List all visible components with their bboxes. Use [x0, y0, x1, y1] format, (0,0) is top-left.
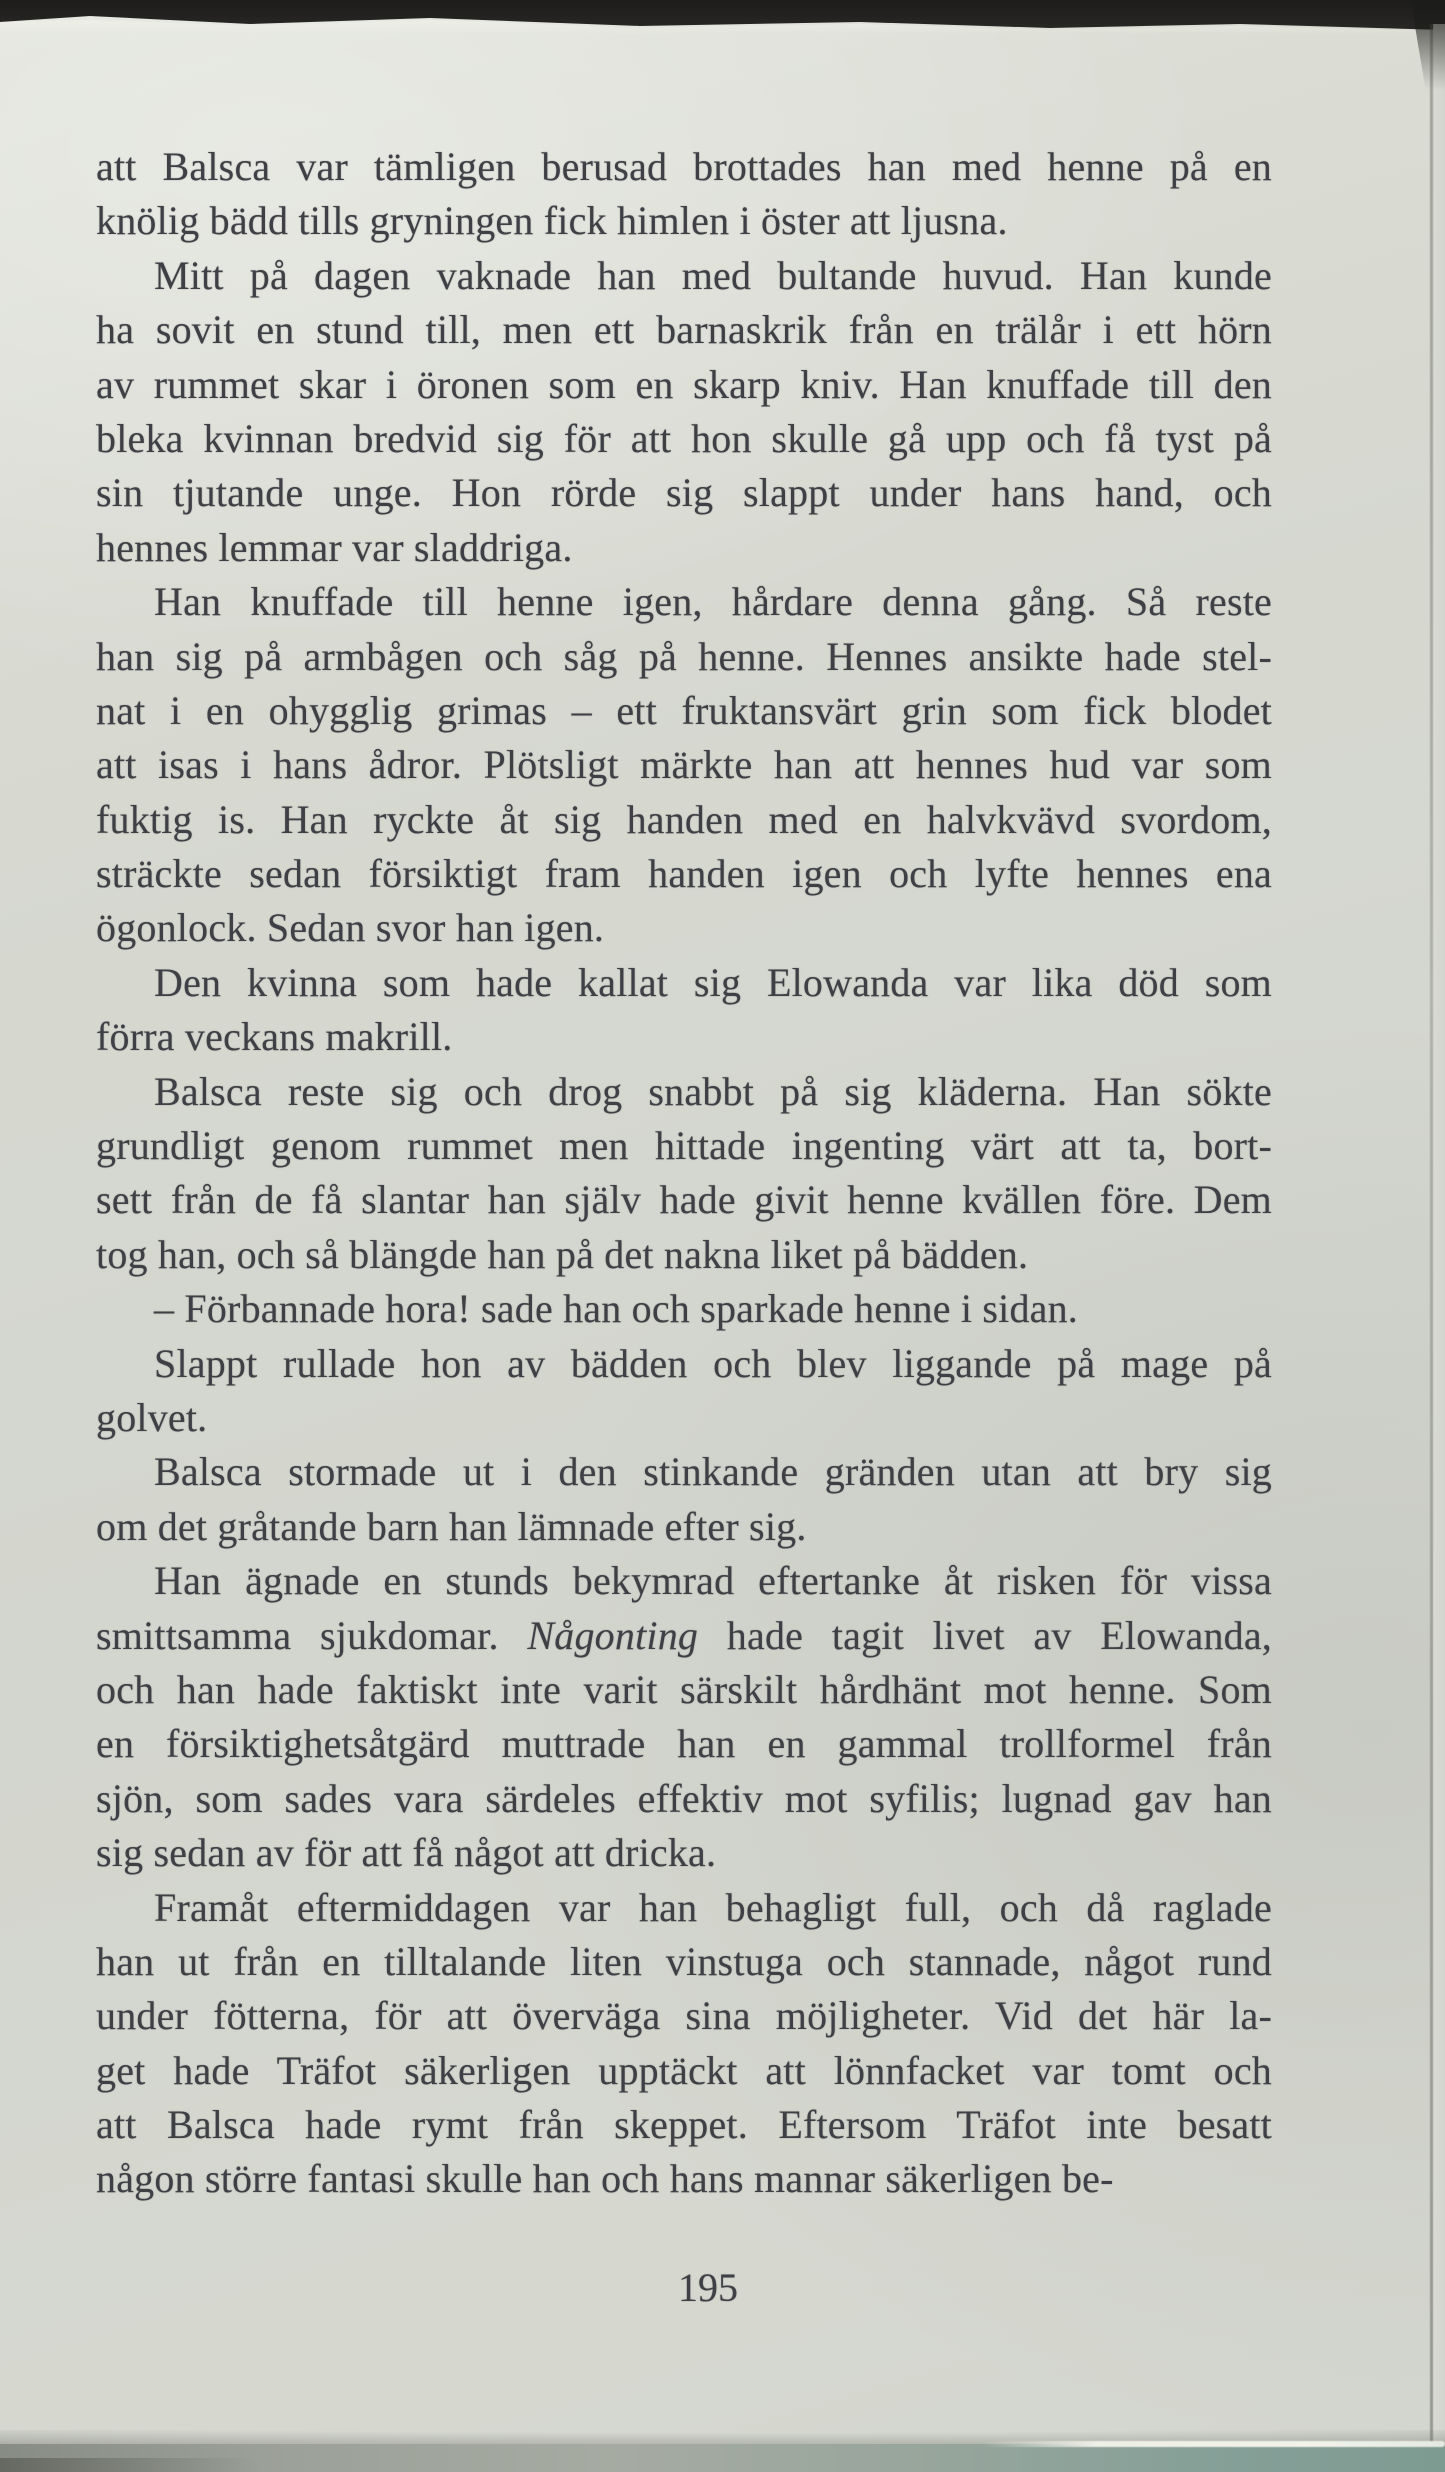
text-line: [96, 1391, 1272, 1445]
text-line: [96, 1772, 1272, 1826]
text-segment: någon större fantasi skulle han och hans mannar säkerligen be-: [96, 2156, 1114, 2202]
text-line: [96, 1228, 1272, 1282]
text-line: [96, 1500, 1272, 1554]
page-right-edge-sliver: [1433, 24, 1445, 2442]
text-line: [96, 630, 1272, 684]
text-line: [96, 1935, 1272, 1989]
text-line: [96, 1881, 1272, 1935]
text-line: [96, 1663, 1272, 1717]
text-line: [96, 2044, 1272, 2098]
text-segment: ha sovit en stund till, men ett barnaskrik från en trälår i ett hörn: [96, 307, 1272, 353]
text-line: [96, 412, 1272, 466]
page-right-edge-crease: [1430, 24, 1433, 2442]
text-segment: grundligt genom rummet men hittade ingenting värt att ta, bort-: [96, 1123, 1272, 1169]
text-line: [96, 1554, 1272, 1608]
text-line: [96, 466, 1272, 520]
text-line: [96, 1282, 1272, 1336]
text-segment: under fötterna, för att överväga sina möjligheter. Vid det här la-: [96, 1993, 1272, 2039]
text-line: [96, 1065, 1272, 1119]
text-line: [96, 194, 1272, 248]
text-segment: Balsca stormade ut i den stinkande gränden utan att bry sig: [154, 1449, 1272, 1495]
text-segment: Mitt på dagen vaknade han med bultande huvud. Han kunde: [154, 252, 1272, 298]
text-segment: get hade Träfot säkerligen upptäckt att lönnfacket var tomt och: [96, 2047, 1272, 2093]
text-segment: av rummet skar i öronen som en skarp kniv. Han knuffade till den: [96, 361, 1272, 407]
text-segment: sin tjutande unge. Hon rörde sig slappt under hans hand, och: [96, 470, 1272, 516]
text-segment: en försiktighetsåtgärd muttrade han en gammal trollformel från: [96, 1721, 1272, 1767]
text-line: [96, 1717, 1272, 1771]
text-segment: tog han, och så blängde han på det nakna liket på bädden.: [96, 1231, 1029, 1277]
bottom-left-shadow: [0, 2458, 260, 2472]
text-segment: att isas i hans ådror. Plötsligt märkte han att hennes hud var som: [96, 742, 1272, 788]
text-line: [96, 2098, 1272, 2152]
text-segment: hade tagit livet av Elowanda,: [698, 1612, 1272, 1658]
text-segment: om det gråtande barn han lämnade efter sig.: [96, 1503, 807, 1549]
text-line: [96, 2152, 1272, 2206]
text-line: [96, 140, 1272, 194]
text-segment: han sig på armbågen och såg på henne. Hennes ansikte hade stel-: [96, 633, 1272, 679]
text-segment: – Förbannade hora! sade han och sparkade henne i sidan.: [154, 1286, 1079, 1332]
italic-text: Någonting: [527, 1612, 699, 1658]
text-segment: hennes lemmar var sladdriga.: [96, 524, 573, 570]
text-line: [96, 847, 1272, 901]
text-line: [96, 901, 1272, 955]
text-segment: att Balsca var tämligen berusad brottades han med henne på en: [96, 144, 1272, 189]
text-line: [96, 1609, 1272, 1663]
text-segment: Slappt rullade hon av bädden och blev liggande på mage på: [154, 1340, 1272, 1386]
text-segment: sett från de få slantar han själv hade givit henne kvällen före. Dem: [96, 1177, 1272, 1223]
text-segment: golvet.: [96, 1394, 208, 1440]
text-line: [96, 303, 1272, 357]
text-segment: fuktig is. Han ryckte åt sig handen med en halvkvävd svordom,: [96, 796, 1272, 842]
page-text-column: [96, 140, 1272, 2207]
text-segment: nat i en ohygglig grimas – ett fruktansvärt grin som fick blodet: [96, 687, 1272, 733]
text-line: [96, 738, 1272, 792]
text-segment: Han ägnade en stunds bekymrad eftertanke åt risken för vissa: [154, 1558, 1272, 1604]
text-segment: han ut från en tilltalande liten vinstuga och stannade, något rund: [96, 1938, 1272, 1984]
page-bottom-edge-highlight: [980, 2441, 1445, 2447]
text-line: [96, 1337, 1272, 1391]
text-line: [96, 793, 1272, 847]
text-line: [96, 1173, 1272, 1227]
text-line: [96, 1826, 1272, 1880]
text-segment: att Balsca hade rymt från skeppet. Eftersom Träfot inte besatt: [96, 2102, 1272, 2148]
text-segment: ögonlock. Sedan svor han igen.: [96, 905, 605, 951]
text-line: [96, 956, 1272, 1010]
text-line: [96, 684, 1272, 738]
text-line: [96, 249, 1272, 303]
text-segment: sträckte sedan försiktigt fram handen igen och lyfte hennes ena: [96, 851, 1272, 897]
text-line: [96, 1119, 1272, 1173]
text-segment: Han knuffade till henne igen, hårdare denna gång. Så reste: [154, 579, 1272, 625]
text-line: [96, 1010, 1272, 1064]
text-segment: Framåt eftermiddagen var han behagligt full, och då raglade: [154, 1884, 1272, 1930]
text-line: [96, 1989, 1272, 2043]
text-segment: sjön, som sades vara särdeles effektiv mot syfilis; lugnad gav han: [96, 1775, 1272, 1821]
text-segment: bleka kvinnan bredvid sig för att hon skulle gå upp och få tyst på: [96, 415, 1272, 461]
text-segment: sig sedan av för att få något att dricka.: [96, 1830, 717, 1876]
page-number: 195: [678, 2265, 738, 2310]
text-line: [96, 1445, 1272, 1499]
text-line: [96, 575, 1272, 629]
text-segment: och han hade faktiskt inte varit särskilt hårdhänt mot henne. Som: [96, 1666, 1272, 1712]
text-segment: Balsca reste sig och drog snabbt på sig kläderna. Han sökte: [154, 1068, 1272, 1114]
text-line: [96, 358, 1272, 412]
text-segment: smittsamma sjukdomar.: [96, 1612, 528, 1658]
text-line: [96, 521, 1272, 575]
text-segment: Den kvinna som hade kallat sig Elowanda var lika död som: [154, 959, 1272, 1005]
text-segment: förra veckans makrill.: [96, 1014, 453, 1060]
text-segment: knölig bädd tills gryningen fick himlen i öster att ljusna.: [96, 198, 1008, 244]
